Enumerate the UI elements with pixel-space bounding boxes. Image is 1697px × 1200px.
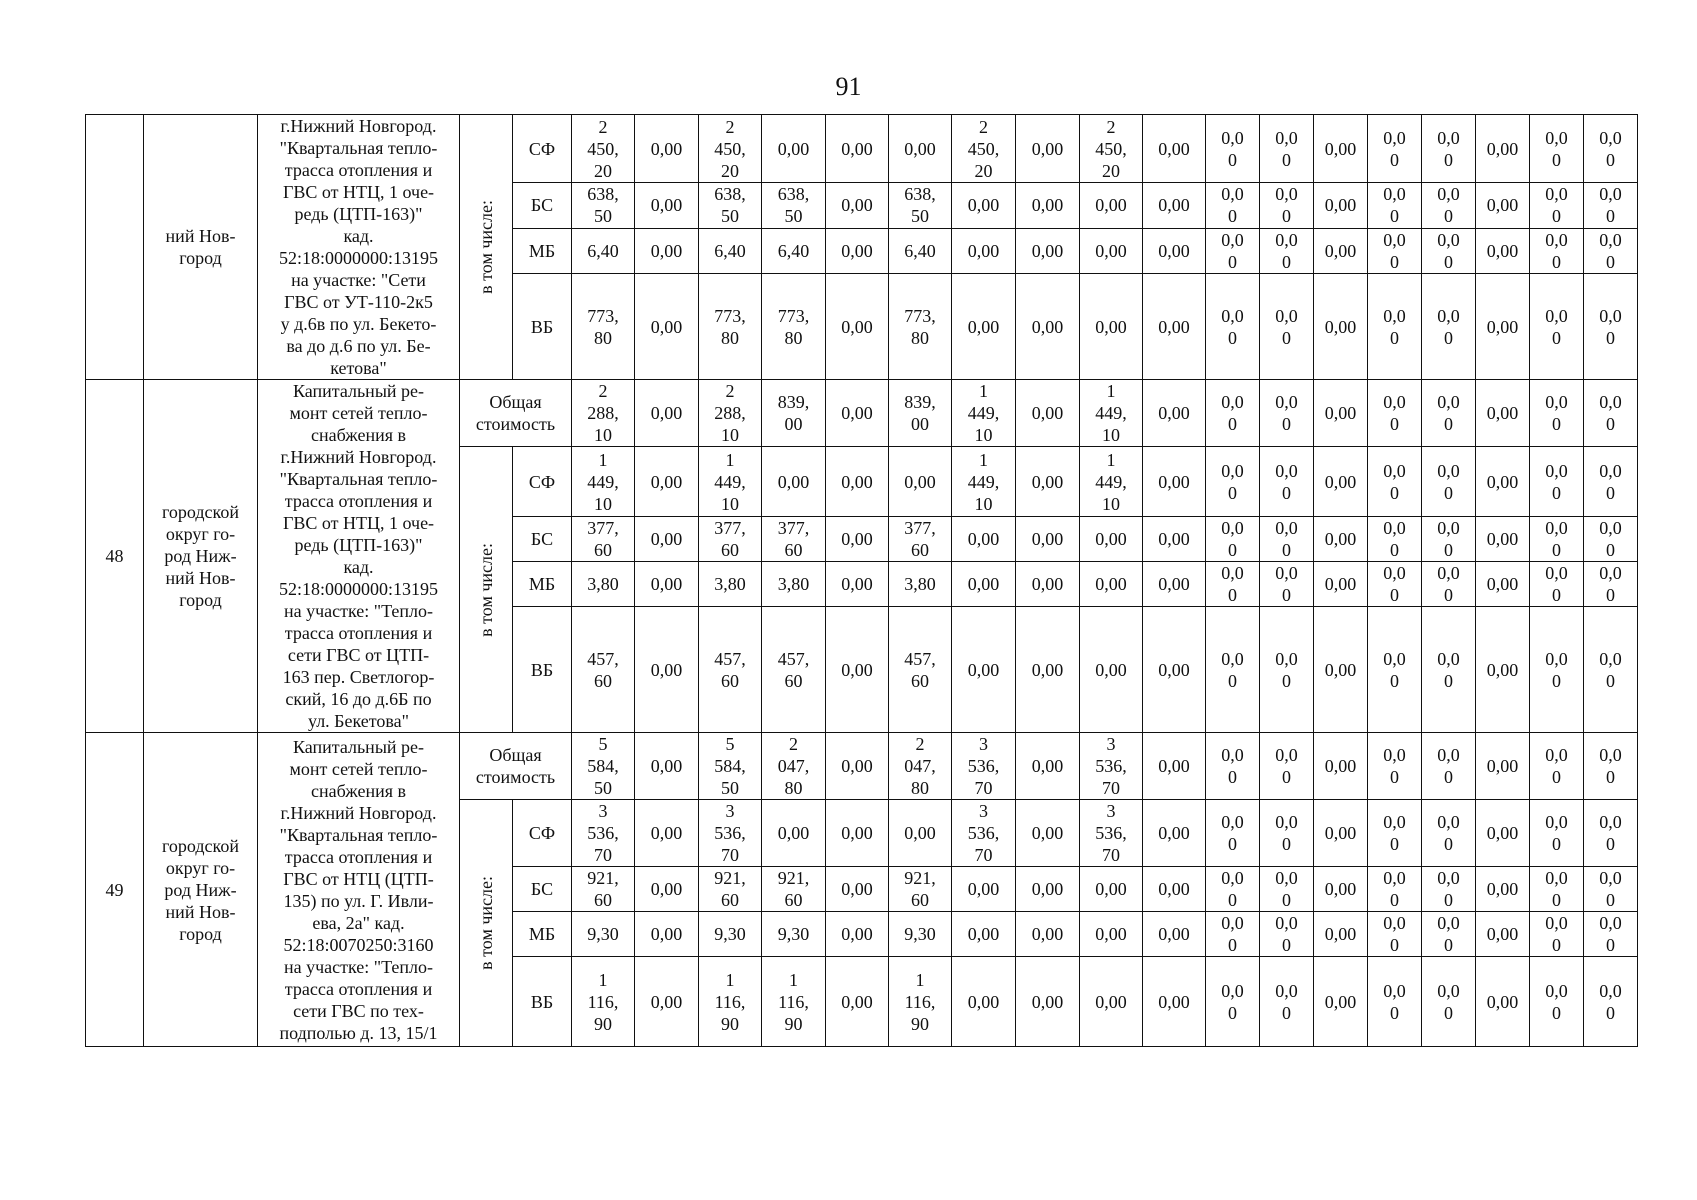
value-cell: 0,0 0 — [1530, 562, 1584, 607]
value-cell: 0,00 — [1476, 912, 1530, 957]
value-cell: 0,00 — [1314, 733, 1368, 800]
value-cell: 0,00 — [1016, 380, 1080, 447]
value-cell: 0,00 — [826, 867, 889, 912]
value-cell: 0,0 0 — [1422, 380, 1476, 447]
value-cell: 0,00 — [826, 562, 889, 607]
including-label: в том числе: — [476, 542, 496, 637]
value-cell: 839, 00 — [889, 380, 952, 447]
value-cell: 0,00 — [635, 562, 699, 607]
value-cell: 0,00 — [1016, 800, 1080, 867]
value-cell: 0,0 0 — [1206, 274, 1260, 380]
value-cell: 0,0 0 — [1368, 115, 1422, 183]
value-cell: 0,00 — [1314, 115, 1368, 183]
value-cell: 6,40 — [889, 228, 952, 274]
value-cell: 0,00 — [1476, 562, 1530, 607]
value-cell: 0,00 — [826, 228, 889, 274]
value-cell: 5 584, 50 — [572, 733, 635, 800]
value-cell: 0,00 — [1143, 867, 1206, 912]
value-cell: 0,00 — [952, 228, 1016, 274]
value-cell: 921, 60 — [572, 867, 635, 912]
value-cell: 2 450, 20 — [952, 115, 1016, 183]
value-cell: 0,0 0 — [1206, 115, 1260, 183]
table-row — [86, 733, 1638, 800]
value-cell: 0,0 0 — [1422, 115, 1476, 183]
value-cell: 0,0 0 — [1206, 912, 1260, 957]
value-cell: 0,0 0 — [1422, 228, 1476, 274]
value-cell: 0,0 0 — [1368, 380, 1422, 447]
value-cell: 0,00 — [1143, 115, 1206, 183]
value-cell: 0,00 — [1314, 274, 1368, 380]
value-cell: 0,00 — [635, 447, 699, 517]
value-cell: 0,0 0 — [1530, 517, 1584, 562]
total-cost-label: Общая стоимость — [460, 380, 572, 447]
value-cell: 1 449, 10 — [952, 380, 1016, 447]
value-cell: 0,00 — [1314, 912, 1368, 957]
value-cell: 1 449, 10 — [699, 447, 762, 517]
value-cell: 3,80 — [889, 562, 952, 607]
value-cell: 0,00 — [826, 517, 889, 562]
value-cell: 0,00 — [826, 800, 889, 867]
value-cell: 3,80 — [762, 562, 826, 607]
value-cell: 1 116, 90 — [889, 957, 952, 1047]
value-cell: 0,0 0 — [1530, 115, 1584, 183]
value-cell: 0,0 0 — [1422, 447, 1476, 517]
value-cell: 0,00 — [952, 867, 1016, 912]
value-cell: 0,00 — [1314, 957, 1368, 1047]
value-cell: 0,0 0 — [1584, 867, 1638, 912]
row-number: 48 — [86, 380, 144, 733]
value-cell: 1 449, 10 — [1080, 447, 1143, 517]
value-cell: 0,00 — [1314, 607, 1368, 733]
value-cell: 0,00 — [1016, 517, 1080, 562]
page-number: 91 — [835, 72, 862, 101]
value-cell: 0,00 — [1143, 228, 1206, 274]
value-cell: 377, 60 — [889, 517, 952, 562]
value-cell: 0,0 0 — [1206, 800, 1260, 867]
value-cell: 0,00 — [1143, 562, 1206, 607]
value-cell: 0,0 0 — [1206, 447, 1260, 517]
row-number: 49 — [86, 733, 144, 1047]
value-cell: 6,40 — [699, 228, 762, 274]
row-number — [86, 115, 144, 380]
value-cell: 638, 50 — [889, 183, 952, 229]
value-cell: 0,00 — [1314, 228, 1368, 274]
value-cell: 0,00 — [1314, 867, 1368, 912]
value-cell: 377, 60 — [572, 517, 635, 562]
value-cell: 0,00 — [762, 115, 826, 183]
value-cell: 0,00 — [826, 607, 889, 733]
value-cell: 638, 50 — [572, 183, 635, 229]
value-cell: 0,0 0 — [1584, 274, 1638, 380]
value-cell: 0,0 0 — [1368, 517, 1422, 562]
value-cell: 0,0 0 — [1584, 517, 1638, 562]
source-label: БС — [513, 867, 572, 912]
value-cell: 0,0 0 — [1584, 800, 1638, 867]
source-label: БС — [513, 517, 572, 562]
value-cell: 0,0 0 — [1206, 228, 1260, 274]
value-cell: 9,30 — [889, 912, 952, 957]
value-cell: 5 584, 50 — [699, 733, 762, 800]
value-cell: 0,00 — [1080, 183, 1143, 229]
value-cell: 0,0 0 — [1368, 800, 1422, 867]
value-cell: 0,00 — [826, 733, 889, 800]
value-cell: 0,0 0 — [1422, 957, 1476, 1047]
value-cell: 0,0 0 — [1422, 867, 1476, 912]
including-label: в том числе: — [476, 876, 496, 970]
project-description: г.Нижний Новгород. "Квартальная тепло- трасса отопления и ГВС от НТЦ, 1 оче- редь (ЦТП-163)" кад. 52:18:0000000:13195 на участке: "Сети ГВС от УТ-110-2к5 у д.6в по ул. Бекето- ва до д.6 по ул. Бе- кетова" — [258, 115, 460, 380]
value-cell: 0,0 0 — [1206, 562, 1260, 607]
value-cell: 773, 80 — [699, 274, 762, 380]
source-label: МБ — [513, 562, 572, 607]
value-cell: 921, 60 — [762, 867, 826, 912]
value-cell: 0,00 — [1016, 912, 1080, 957]
value-cell: 0,00 — [1476, 957, 1530, 1047]
value-cell: 0,00 — [889, 800, 952, 867]
value-cell: 457, 60 — [572, 607, 635, 733]
value-cell: 839, 00 — [762, 380, 826, 447]
value-cell: 0,00 — [826, 183, 889, 229]
value-cell: 0,00 — [1476, 607, 1530, 733]
value-cell: 0,00 — [1314, 183, 1368, 229]
including-label-cell — [460, 447, 513, 733]
value-cell: 0,00 — [635, 228, 699, 274]
value-cell: 0,0 0 — [1260, 912, 1314, 957]
value-cell: 0,0 0 — [1584, 607, 1638, 733]
value-cell: 457, 60 — [762, 607, 826, 733]
value-cell: 0,0 0 — [1422, 562, 1476, 607]
source-label: ВБ — [513, 274, 572, 380]
value-cell: 0,00 — [1476, 380, 1530, 447]
value-cell: 0,0 0 — [1422, 733, 1476, 800]
table-row — [86, 115, 1638, 183]
value-cell: 0,0 0 — [1260, 228, 1314, 274]
value-cell: 0,0 0 — [1530, 228, 1584, 274]
value-cell: 0,00 — [1476, 517, 1530, 562]
value-cell: 0,00 — [952, 517, 1016, 562]
value-cell: 0,00 — [635, 183, 699, 229]
value-cell: 0,00 — [635, 800, 699, 867]
source-label: ВБ — [513, 957, 572, 1047]
value-cell: 0,00 — [952, 562, 1016, 607]
value-cell: 0,00 — [1143, 607, 1206, 733]
value-cell: 0,0 0 — [1368, 228, 1422, 274]
source-label: ВБ — [513, 607, 572, 733]
value-cell: 0,00 — [1080, 517, 1143, 562]
value-cell: 0,00 — [826, 447, 889, 517]
value-cell: 0,00 — [1080, 912, 1143, 957]
value-cell: 0,00 — [1080, 867, 1143, 912]
value-cell: 0,00 — [826, 380, 889, 447]
value-cell: 0,00 — [889, 447, 952, 517]
value-cell: 0,00 — [1143, 957, 1206, 1047]
source-label: СФ — [513, 447, 572, 517]
value-cell: 9,30 — [572, 912, 635, 957]
value-cell: 0,00 — [1016, 733, 1080, 800]
value-cell: 0,00 — [1476, 867, 1530, 912]
value-cell: 0,0 0 — [1260, 867, 1314, 912]
value-cell: 0,00 — [1080, 957, 1143, 1047]
value-cell: 0,0 0 — [1368, 183, 1422, 229]
value-cell: 0,00 — [1143, 517, 1206, 562]
value-cell: 0,0 0 — [1530, 912, 1584, 957]
value-cell: 377, 60 — [762, 517, 826, 562]
value-cell: 0,00 — [952, 274, 1016, 380]
value-cell: 0,00 — [826, 115, 889, 183]
value-cell: 0,0 0 — [1368, 274, 1422, 380]
value-cell: 0,0 0 — [1422, 912, 1476, 957]
value-cell: 0,00 — [952, 912, 1016, 957]
value-cell: 0,0 0 — [1422, 800, 1476, 867]
value-cell: 0,0 0 — [1530, 800, 1584, 867]
value-cell: 0,0 0 — [1530, 183, 1584, 229]
value-cell: 0,0 0 — [1368, 447, 1422, 517]
value-cell: 3 536, 70 — [952, 800, 1016, 867]
value-cell: 921, 60 — [889, 867, 952, 912]
value-cell: 0,00 — [889, 115, 952, 183]
value-cell: 0,0 0 — [1584, 912, 1638, 957]
value-cell: 377, 60 — [699, 517, 762, 562]
source-label: СФ — [513, 115, 572, 183]
value-cell: 0,0 0 — [1206, 183, 1260, 229]
value-cell: 0,00 — [1080, 274, 1143, 380]
value-cell: 0,00 — [635, 380, 699, 447]
municipality-cell: городской округ го- род Ниж- ний Нов- город — [144, 733, 258, 1047]
value-cell: 0,0 0 — [1368, 912, 1422, 957]
value-cell: 0,0 0 — [1206, 517, 1260, 562]
source-label: СФ — [513, 800, 572, 867]
project-description: Капитальный ре- монт сетей тепло- снабжения в г.Нижний Новгород. "Квартальная тепло- трасса отопления и ГВС от НТЦ, 1 оче- редь (ЦТП-163)" кад. 52:18:0000000:13195 на участке: "Тепло- трасса отопления и сети ГВС от ЦТП- 163 пер. Светлогор- ский, 16 до д.6Б по ул. Бекетова" — [258, 380, 460, 733]
value-cell: 0,00 — [635, 517, 699, 562]
value-cell: 0,0 0 — [1260, 115, 1314, 183]
value-cell: 0,00 — [952, 183, 1016, 229]
value-cell: 0,00 — [1016, 274, 1080, 380]
including-label-cell — [460, 800, 513, 1047]
value-cell: 3 536, 70 — [952, 733, 1016, 800]
value-cell: 0,0 0 — [1530, 447, 1584, 517]
value-cell: 0,0 0 — [1260, 800, 1314, 867]
table-body — [86, 115, 1638, 1047]
value-cell: 0,00 — [1016, 562, 1080, 607]
value-cell: 0,00 — [1476, 447, 1530, 517]
value-cell: 2 047, 80 — [889, 733, 952, 800]
value-cell: 0,0 0 — [1206, 957, 1260, 1047]
value-cell: 0,00 — [1143, 800, 1206, 867]
value-cell: 0,0 0 — [1422, 517, 1476, 562]
municipality-cell: ний Нов- город — [144, 115, 258, 380]
including-label-cell — [460, 115, 513, 380]
value-cell: 0,00 — [1476, 183, 1530, 229]
value-cell: 0,00 — [762, 447, 826, 517]
value-cell: 0,0 0 — [1260, 447, 1314, 517]
value-cell: 0,00 — [1476, 274, 1530, 380]
value-cell: 0,00 — [1143, 274, 1206, 380]
value-cell: 638, 50 — [762, 183, 826, 229]
value-cell: 9,30 — [762, 912, 826, 957]
value-cell: 2 288, 10 — [572, 380, 635, 447]
value-cell: 0,00 — [1080, 607, 1143, 733]
value-cell: 0,00 — [1143, 380, 1206, 447]
value-cell: 0,0 0 — [1206, 733, 1260, 800]
value-cell: 0,0 0 — [1368, 733, 1422, 800]
value-cell: 773, 80 — [762, 274, 826, 380]
value-cell: 2 288, 10 — [699, 380, 762, 447]
value-cell: 921, 60 — [699, 867, 762, 912]
total-cost-label: Общая стоимость — [460, 733, 572, 800]
value-cell: 9,30 — [699, 912, 762, 957]
value-cell: 457, 60 — [699, 607, 762, 733]
value-cell: 3 536, 70 — [1080, 800, 1143, 867]
value-cell: 0,00 — [1314, 562, 1368, 607]
value-cell: 0,00 — [635, 274, 699, 380]
value-cell: 0,00 — [1016, 867, 1080, 912]
value-cell: 3 536, 70 — [1080, 733, 1143, 800]
table-row — [86, 380, 1638, 447]
value-cell: 0,0 0 — [1530, 607, 1584, 733]
value-cell: 0,00 — [1016, 228, 1080, 274]
value-cell: 0,0 0 — [1206, 607, 1260, 733]
value-cell: 0,00 — [1314, 800, 1368, 867]
value-cell: 0,0 0 — [1206, 380, 1260, 447]
value-cell: 0,00 — [826, 912, 889, 957]
value-cell: 0,0 0 — [1260, 517, 1314, 562]
value-cell: 1 116, 90 — [572, 957, 635, 1047]
value-cell: 0,00 — [1476, 800, 1530, 867]
value-cell: 0,00 — [635, 867, 699, 912]
value-cell: 0,00 — [635, 115, 699, 183]
value-cell: 0,0 0 — [1260, 380, 1314, 447]
value-cell: 0,00 — [635, 912, 699, 957]
value-cell: 0,0 0 — [1584, 380, 1638, 447]
value-cell: 0,0 0 — [1584, 115, 1638, 183]
value-cell: 638, 50 — [699, 183, 762, 229]
value-cell: 6,40 — [572, 228, 635, 274]
value-cell: 0,0 0 — [1584, 733, 1638, 800]
value-cell: 0,0 0 — [1530, 380, 1584, 447]
value-cell: 3 536, 70 — [699, 800, 762, 867]
value-cell: 0,0 0 — [1260, 274, 1314, 380]
value-cell: 0,0 0 — [1368, 867, 1422, 912]
value-cell: 0,00 — [826, 274, 889, 380]
value-cell: 0,00 — [1016, 957, 1080, 1047]
source-label: БС — [513, 183, 572, 229]
source-label: МБ — [513, 228, 572, 274]
value-cell: 0,00 — [1143, 912, 1206, 957]
value-cell: 1 449, 10 — [572, 447, 635, 517]
value-cell: 0,00 — [1080, 562, 1143, 607]
value-cell: 0,00 — [1314, 517, 1368, 562]
value-cell: 0,0 0 — [1260, 733, 1314, 800]
value-cell: 0,00 — [1143, 447, 1206, 517]
project-description: Капитальный ре- монт сетей тепло- снабжения в г.Нижний Новгород. "Квартальная тепло- трасса отопления и ГВС от НТЦ (ЦТП- 135) по ул. Г. Ивли- ева, 2а" кад. 52:18:0070250:3160 на участке: "Тепло- трасса отопления и сети ГВС по тех- подполью д. 13, 15/1 — [258, 733, 460, 1047]
value-cell: 0,0 0 — [1260, 562, 1314, 607]
value-cell: 0,00 — [1476, 115, 1530, 183]
value-cell: 0,00 — [952, 607, 1016, 733]
value-cell: 1 449, 10 — [952, 447, 1016, 517]
value-cell: 0,0 0 — [1368, 957, 1422, 1047]
value-cell: 1 449, 10 — [1080, 380, 1143, 447]
value-cell: 0,00 — [826, 957, 889, 1047]
value-cell: 0,0 0 — [1422, 607, 1476, 733]
value-cell: 2 450, 20 — [1080, 115, 1143, 183]
value-cell: 773, 80 — [572, 274, 635, 380]
value-cell: 0,00 — [1314, 380, 1368, 447]
value-cell: 0,00 — [1314, 447, 1368, 517]
value-cell: 0,0 0 — [1584, 562, 1638, 607]
value-cell: 3 536, 70 — [572, 800, 635, 867]
value-cell: 457, 60 — [889, 607, 952, 733]
value-cell: 0,00 — [1016, 115, 1080, 183]
value-cell: 0,0 0 — [1530, 867, 1584, 912]
value-cell: 0,0 0 — [1422, 274, 1476, 380]
value-cell: 0,0 0 — [1368, 562, 1422, 607]
value-cell: 0,00 — [1143, 733, 1206, 800]
value-cell: 0,00 — [1016, 183, 1080, 229]
value-cell: 0,0 0 — [1530, 274, 1584, 380]
value-cell: 0,0 0 — [1368, 607, 1422, 733]
value-cell: 0,00 — [635, 733, 699, 800]
value-cell: 0,00 — [1080, 228, 1143, 274]
value-cell: 0,00 — [1476, 733, 1530, 800]
value-cell: 0,0 0 — [1584, 957, 1638, 1047]
source-label: МБ — [513, 912, 572, 957]
value-cell: 0,00 — [1016, 607, 1080, 733]
value-cell: 773, 80 — [889, 274, 952, 380]
value-cell: 2 047, 80 — [762, 733, 826, 800]
funding-table — [85, 114, 1638, 1047]
including-label: в том числе: — [476, 200, 496, 294]
value-cell: 0,0 0 — [1206, 867, 1260, 912]
value-cell: 0,0 0 — [1260, 957, 1314, 1047]
value-cell: 6,40 — [762, 228, 826, 274]
value-cell: 0,0 0 — [1584, 228, 1638, 274]
municipality-cell: городской округ го- род Ниж- ний Нов- город — [144, 380, 258, 733]
value-cell: 1 116, 90 — [762, 957, 826, 1047]
value-cell: 0,00 — [1016, 447, 1080, 517]
value-cell: 3,80 — [699, 562, 762, 607]
value-cell: 0,0 0 — [1584, 183, 1638, 229]
value-cell: 0,00 — [1476, 228, 1530, 274]
value-cell: 2 450, 20 — [572, 115, 635, 183]
value-cell: 0,0 0 — [1260, 607, 1314, 733]
value-cell: 0,0 0 — [1584, 447, 1638, 517]
value-cell: 0,0 0 — [1530, 733, 1584, 800]
value-cell: 0,00 — [635, 607, 699, 733]
value-cell: 3,80 — [572, 562, 635, 607]
value-cell: 0,0 0 — [1530, 957, 1584, 1047]
value-cell: 0,0 0 — [1260, 183, 1314, 229]
value-cell: 0,0 0 — [1422, 183, 1476, 229]
value-cell: 0,00 — [635, 957, 699, 1047]
value-cell: 0,00 — [1143, 183, 1206, 229]
value-cell: 0,00 — [762, 800, 826, 867]
value-cell: 0,00 — [952, 957, 1016, 1047]
value-cell: 2 450, 20 — [699, 115, 762, 183]
value-cell: 1 116, 90 — [699, 957, 762, 1047]
